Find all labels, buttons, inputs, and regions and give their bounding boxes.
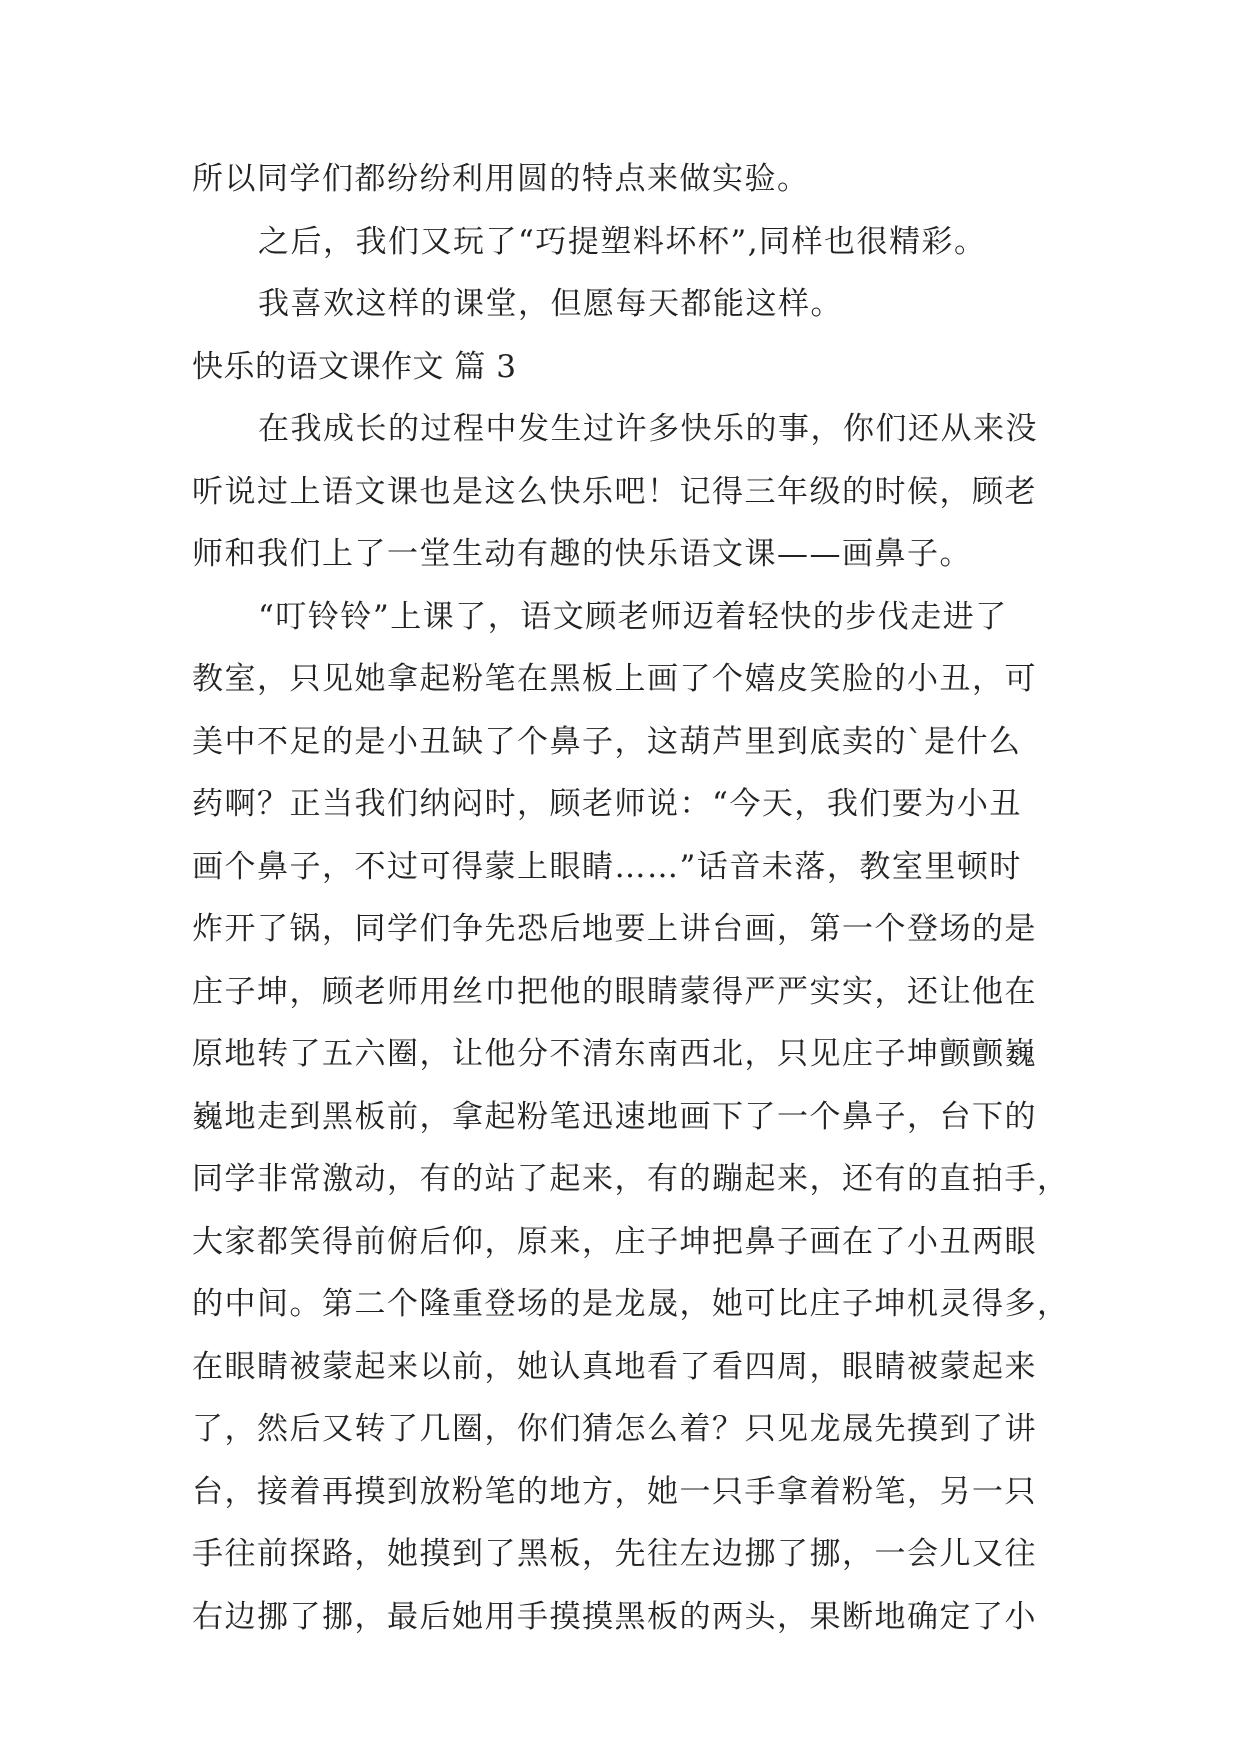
text-line: 同学非常激动，有的站了起来，有的蹦起来，还有的直拍手， bbox=[192, 1161, 1070, 1197]
text-line: 右边挪了挪，最后她用手摸摸黑板的两头，果断地确定了小 bbox=[192, 1598, 1037, 1635]
text-line: “叮铃铃”上课了，语文顾老师迈着轻快的步伐走进了 bbox=[258, 598, 1008, 635]
text-line: 原地转了五六圈，让他分不清东南西北，只见庄子坤颤颤巍 bbox=[192, 1036, 1037, 1072]
text-line: 了，然后又转了几圈，你们猜怎么着？只见龙晟先摸到了讲 bbox=[192, 1411, 1037, 1447]
text-line: 炸开了锅，同学们争先恐后地要上讲台画，第一个登场的是 bbox=[192, 911, 1037, 947]
text-line: 庄子坤，顾老师用丝巾把他的眼睛蒙得严严实实，还让他在 bbox=[192, 973, 1037, 1010]
essay-body bbox=[192, 148, 1072, 1648]
text-line: 我喜欢这样的课堂，但愿每天都能这样。 bbox=[258, 286, 843, 322]
text-line: 在我成长的过程中发生过许多快乐的事，你们还从来没 bbox=[258, 411, 1038, 447]
text-line: 美中不足的是小丑缺了个鼻子，这葫芦里到底卖的`是什么 bbox=[192, 723, 1022, 760]
text-line: 画个鼻子，不过可得蒙上眼睛……”话音未落，教室里顿时 bbox=[192, 848, 1022, 885]
text-line: 在眼睛被蒙起来以前，她认真地看了看四周，眼睛被蒙起来 bbox=[192, 1348, 1037, 1385]
text-line: 手往前探路，她摸到了黑板，先往左边挪了挪，一会儿又往 bbox=[192, 1536, 1037, 1572]
text-line: 所以同学们都纷纷利用圆的特点来做实验。 bbox=[192, 161, 810, 197]
text-line: 听说过上语文课也是这么快乐吧！记得三年级的时候，顾老 bbox=[192, 473, 1037, 510]
text-line: 台，接着再摸到放粉笔的地方，她一只手拿着粉笔，另一只 bbox=[192, 1473, 1037, 1510]
section-heading: 快乐的语文课作文 篇 3 bbox=[192, 348, 517, 385]
text-line: 大家都笑得前俯后仰，原来，庄子坤把鼻子画在了小丑两眼 bbox=[192, 1223, 1037, 1260]
text-line: 巍地走到黑板前，拿起粉笔迅速地画下了一个鼻子，台下的 bbox=[192, 1098, 1037, 1135]
text-line: 药啊？正当我们纳闷时，顾老师说：“今天，我们要为小丑 bbox=[192, 786, 1022, 822]
text-line: 的中间。第二个隆重登场的是龙晟，她可比庄子坤机灵得多， bbox=[192, 1286, 1070, 1322]
text-line: 之后，我们又玩了“巧提塑料坏杯”,同样也很精彩。 bbox=[258, 223, 987, 260]
text-line: 教室，只见她拿起粉笔在黑板上画了个嬉皮笑脸的小丑，可 bbox=[192, 661, 1037, 697]
text-line: 师和我们上了一堂生动有趣的快乐语文课——画鼻子。 bbox=[192, 536, 972, 572]
